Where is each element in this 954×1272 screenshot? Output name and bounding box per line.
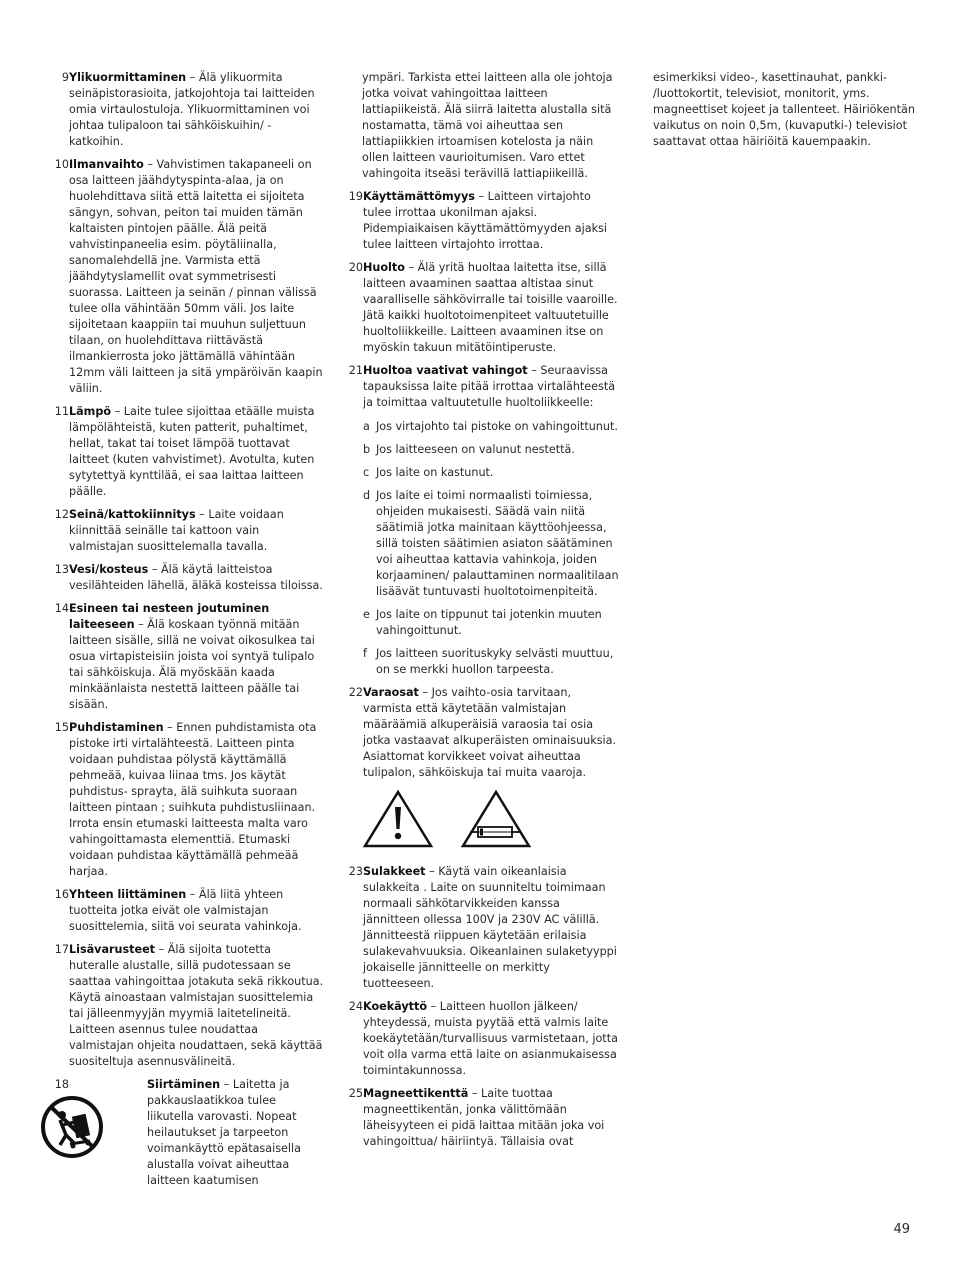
item-number: 13: [54, 563, 69, 576]
item-text: – Älä sijoita tuotetta huteralle alustalle, sillä pudotessaan se saattaa vahingoittaa jotakuta sekä rikkoutua. Käytä ainoastaan valmistajan suosittelemia tai jälleenmyyjän myymiä laitetelineitä. Laitteen asennus tulee noudattaa valmistajan ohjeita noudattaen, sekä käyttää suositeltuja asennusvälineitä.: [69, 943, 324, 1068]
item-keyword: Ilmanvaihto: [69, 158, 144, 171]
column-3: [653, 70, 915, 157]
item-keyword: Sulakkeet: [363, 865, 426, 878]
item-number: 15: [54, 721, 69, 734]
item-number: 9: [61, 71, 69, 84]
item-keyword: Huolto: [363, 261, 405, 274]
item-text: – Laitteen huollon jälkeen/ yhteydessä, muista pyytää että valmis laite koekäytetään/turvallisuus varmistetaan, jotta voit olla varma että laite on asianmukaisessa toimintakunnossa.: [363, 1000, 618, 1077]
item-keyword: Puhdistaminen: [69, 721, 164, 734]
sub-text: Jos laitteeseen on valunut nestettä.: [376, 443, 575, 456]
list-item: [334, 189, 620, 253]
sub-item: [363, 442, 620, 458]
list-item: [40, 887, 324, 935]
item-number: 18: [54, 1078, 69, 1091]
sub-item: [363, 488, 620, 600]
list-item: [40, 1077, 324, 1189]
item-text: – Jos vaihto-osia tarvitaan, varmista että käytetään valmistajan määräämiä alkuperäisiä varaosia tai osia jotka vastaavat alkuperäisten ominaisuuksia. Asiattomat korvikkeet voivat aiheuttaa tulipalon, sähköiskuja tai muita vaaroja.: [363, 686, 617, 779]
sub-letter: b: [363, 443, 371, 456]
page-number: 49: [893, 1222, 910, 1237]
list-item: [40, 562, 324, 594]
item-number: 25: [348, 1087, 363, 1100]
item-text: – Laitteen virtajohto tulee irrottaa ukonilman ajaksi. Pidempiaikaisen käyttämättömyyden ajaksi tulee laitteen virtajohto irrottaa.: [363, 190, 608, 251]
sub-text: Jos virtajohto tai pistoke on vahingoittunut.: [376, 420, 618, 433]
continued-text: esimerkiksi video-, kasettinauhat, pankki- /luottokortit, televisiot, monitorit, yms. magneettiset kojeet ja tallenteet. Häiriökentän vaikutus on noin 0,5m, (kuvaputki-) televisiot saattavat ottaa häiriöitä kauempaakin.: [653, 71, 915, 148]
sub-text: Jos laite on tippunut tai jotenkin muuten vahingoittunut.: [376, 608, 602, 637]
fuse-warning-icon: [460, 789, 532, 854]
item-text: – Älä koskaan työnnä mitään laitteen sisälle, sillä ne voivat oikosulkea tai osua virtapisteisiin joista voi syntyä tulipalo tai sähköiskuja. Älä myöskään kaada minkäänlaista nestettä laitteen päälle tai sisään.: [69, 618, 315, 711]
item-text: – Seuraavissa tapauksissa laite pitää irrottaa virtalähteestä ja toimittaa valtuutetulle huoltoliikkeelle:: [363, 364, 616, 409]
item-keyword: Esineen tai nesteen joutuminen laiteeseen: [69, 602, 270, 631]
item-keyword: Lämpö: [69, 405, 112, 418]
item-number: 14: [54, 602, 69, 615]
list-item: [334, 864, 620, 992]
sub-letter: f: [363, 647, 367, 660]
item-number: 17: [54, 943, 69, 956]
list-item: [40, 601, 324, 713]
list-item: [334, 260, 620, 356]
item-number: 21: [348, 364, 363, 377]
no-cart-tipping-icon: [40, 1095, 104, 1164]
item-number: 23: [348, 865, 363, 878]
item-keyword: Huoltoa vaativat vahingot: [363, 364, 528, 377]
list-item: [40, 942, 324, 1070]
item-text: – Älä käytä laitteistoa vesilähteiden lähellä, äläkä kosteissa tiloissa.: [69, 563, 323, 592]
item-text: – Älä yritä huoltaa laitetta itse, sillä laitteen avaaminen saattaa altistaa sinut vaaralliselle sähkövirralle tai toisille vaaroille. Jätä kaikki huoltotoimenpiteet valtuutetuille huoltoliikkeille. Laitteen avaaminen itse on myöskin takuun mitätöintiperuste.: [363, 261, 618, 354]
sub-item: [363, 465, 620, 481]
list-item: [40, 70, 324, 150]
list-item: [334, 685, 620, 781]
item-text: – Käytä vain oikeanlaisia sulakkeita . Laite on suunniteltu toimimaan normaali sähkötarvikkeiden kanssa jännitteen ollessa 100V ja 230V AC välillä. Jännitteestä riippuen käytetään erilaisia sulakevahvuuksia. Oikeanlainen sulaketyyppi jokaiselle jännitteelle on merkitty tuotteeseen.: [363, 865, 617, 990]
item-keyword: Lisävarusteet: [69, 943, 156, 956]
item-keyword: Magneettikenttä: [363, 1087, 469, 1100]
item-keyword: Seinä/kattokiinnitys: [69, 508, 196, 521]
item-number: 16: [54, 888, 69, 901]
item-text: – Laite tuottaa magneettikentän, jonka välittömään läheisyyteen ei pidä laittaa mitään joka voi vahingoittua/ häiriintyä. Tällaisia ovat: [363, 1087, 605, 1148]
item-number: 11: [54, 405, 69, 418]
sub-letter: a: [363, 420, 370, 433]
continued-text: ympäri. Tarkista ettei laitteen alla ole johtoja jotka voivat vahingoittaa laitteen lattiapiikeistä. Älä siirrä laitetta alustalla sitä nostamatta, tämä voi aiheuttaa sen lattiapiikkien irtoamisen kotelosta ja näin ollen laitteen vaurioitumisen. Varo ettet vahingoita itseäsi terävillä lattiapiikeillä.: [362, 71, 613, 180]
list-item: [40, 157, 324, 397]
item-text: – Vahvistimen takapaneeli on osa laitteen jäähdytyspinta-alaa, ja on huolehdittava siitä että laitetta ei sijoiteta sängyn, sohvan, peiton tai muiden tämän kaltaisten pintojen päälle. Älä peitä vahvistinpaneelia esim. pöytäliinalla, sanomalehdellä jne. Varmista että jäähdytyslamellit ovat symmetrisesti suorassa. Laitteen ja seinän / pinnan välissä tulee olla vähintään 50mm väli. Jos laite sijoitetaan kaappiin tai muuhun suljettuun tilaan, on huolehdittava riittävästä ilmankierrosta joko jättämällä vähintään 12mm väli laitteen ja sitä ympäröivän kaapin väliin.: [69, 158, 323, 395]
list-item: [334, 999, 620, 1079]
list-item: [40, 507, 324, 555]
item-text: – Älä liitä yhteen tuotteita jotka eivät ole valmistajan suosittelemia, siitä voi seurata vahinkoja.: [69, 888, 302, 933]
list-item: [334, 1086, 620, 1150]
warning-triangle-icon: [362, 789, 434, 854]
item-text: – Laite tulee sijoittaa etäälle muista lämpölähteistä, kuten patterit, puhaltimet, hellat, takat tai toiset lämpöä tuottavat laitteet (kuten vahvistimet). Avotulta, kuten sytytettyä kynttilää, ei saa laittaa laitteen päälle.: [69, 405, 315, 498]
list-item: [334, 363, 620, 678]
warning-symbols: [362, 789, 620, 854]
sub-item: [363, 419, 620, 435]
item-text: – Laite voidaan kiinnittää seinälle tai kattoon vain valmistajan suosittelemalla tavalla.: [69, 508, 284, 553]
sub-item: [363, 646, 620, 678]
item-keyword: Koekäyttö: [363, 1000, 428, 1013]
sub-text: Jos laite ei toimi normaalisti toimiessa, ohjeiden mukaisesti. Säädä vain niitä säätimiä jotka mainitaan käyttöohjeessa, sillä toisten säätimien asiaton säätäminen voi aiheuttaa kattavia vahinkoja, joiden korjaaminen/ palauttaminen normaalitilaan lisäävät tuntuvasti huoltotoimenpiteitä.: [376, 489, 619, 598]
item-text: – Älä ylikuormita seinäpistorasioita, jatkojohtoja tai laitteiden omia virtaulostuloja. Ylikuormittaminen voi johtaa tulipaloon tai sähköiskuihin/ -katkoihin.: [69, 71, 315, 148]
item-keyword: Yhteen liittäminen: [69, 888, 187, 901]
item-number: 12: [54, 508, 69, 521]
sub-letter: d: [363, 489, 371, 502]
item-keyword: Ylikuormittaminen: [69, 71, 187, 84]
item-keyword: Vesi/kosteus: [69, 563, 149, 576]
item-keyword: Siirtäminen: [147, 1078, 221, 1091]
item-keyword: Käyttämättömyys: [363, 190, 475, 203]
sub-letter: e: [363, 608, 370, 621]
item-number: 10: [54, 158, 69, 171]
sub-letter: c: [363, 466, 370, 479]
column-2: [334, 70, 620, 1157]
item-keyword: Varaosat: [363, 686, 419, 699]
item-text: – Laitetta ja pakkauslaatikkoa tulee liikutella varovasti. Nopeat heilautukset ja tarpeeton voimankäyttö epätasaisella alustalla voivat aiheuttaa laitteen kaatumisen: [147, 1078, 302, 1187]
item-number: 22: [348, 686, 363, 699]
item-number: 19: [348, 190, 363, 203]
sub-text: Jos laitteen suorituskyky selvästi muuttuu, on se merkki huollon tarpeesta.: [376, 647, 614, 676]
sub-text: Jos laite on kastunut.: [376, 466, 494, 479]
column-1: [40, 70, 324, 1196]
item-number: 24: [348, 1000, 363, 1013]
item-number: 20: [348, 261, 363, 274]
item-text: – Ennen puhdistamista ota pistoke irti virtalähteestä. Laitteen pinta voidaan puhdistaa pölystä käyttämällä pehmeää, kuivaa liinaa tms. Jos käytät puhdistus- sprayta, älä suihkuta suoraan laitteen pintaan ; suihkuta puhdistusliinaan. Irrota ensin etumaski laitteesta malta varo vahingoittamasta elementtiä. Etumaski voidaan puhdistaa käyttämällä pehmeää harjaa.: [69, 721, 317, 878]
sub-item: [363, 607, 620, 639]
list-item: [40, 404, 324, 500]
list-item: [40, 720, 324, 880]
